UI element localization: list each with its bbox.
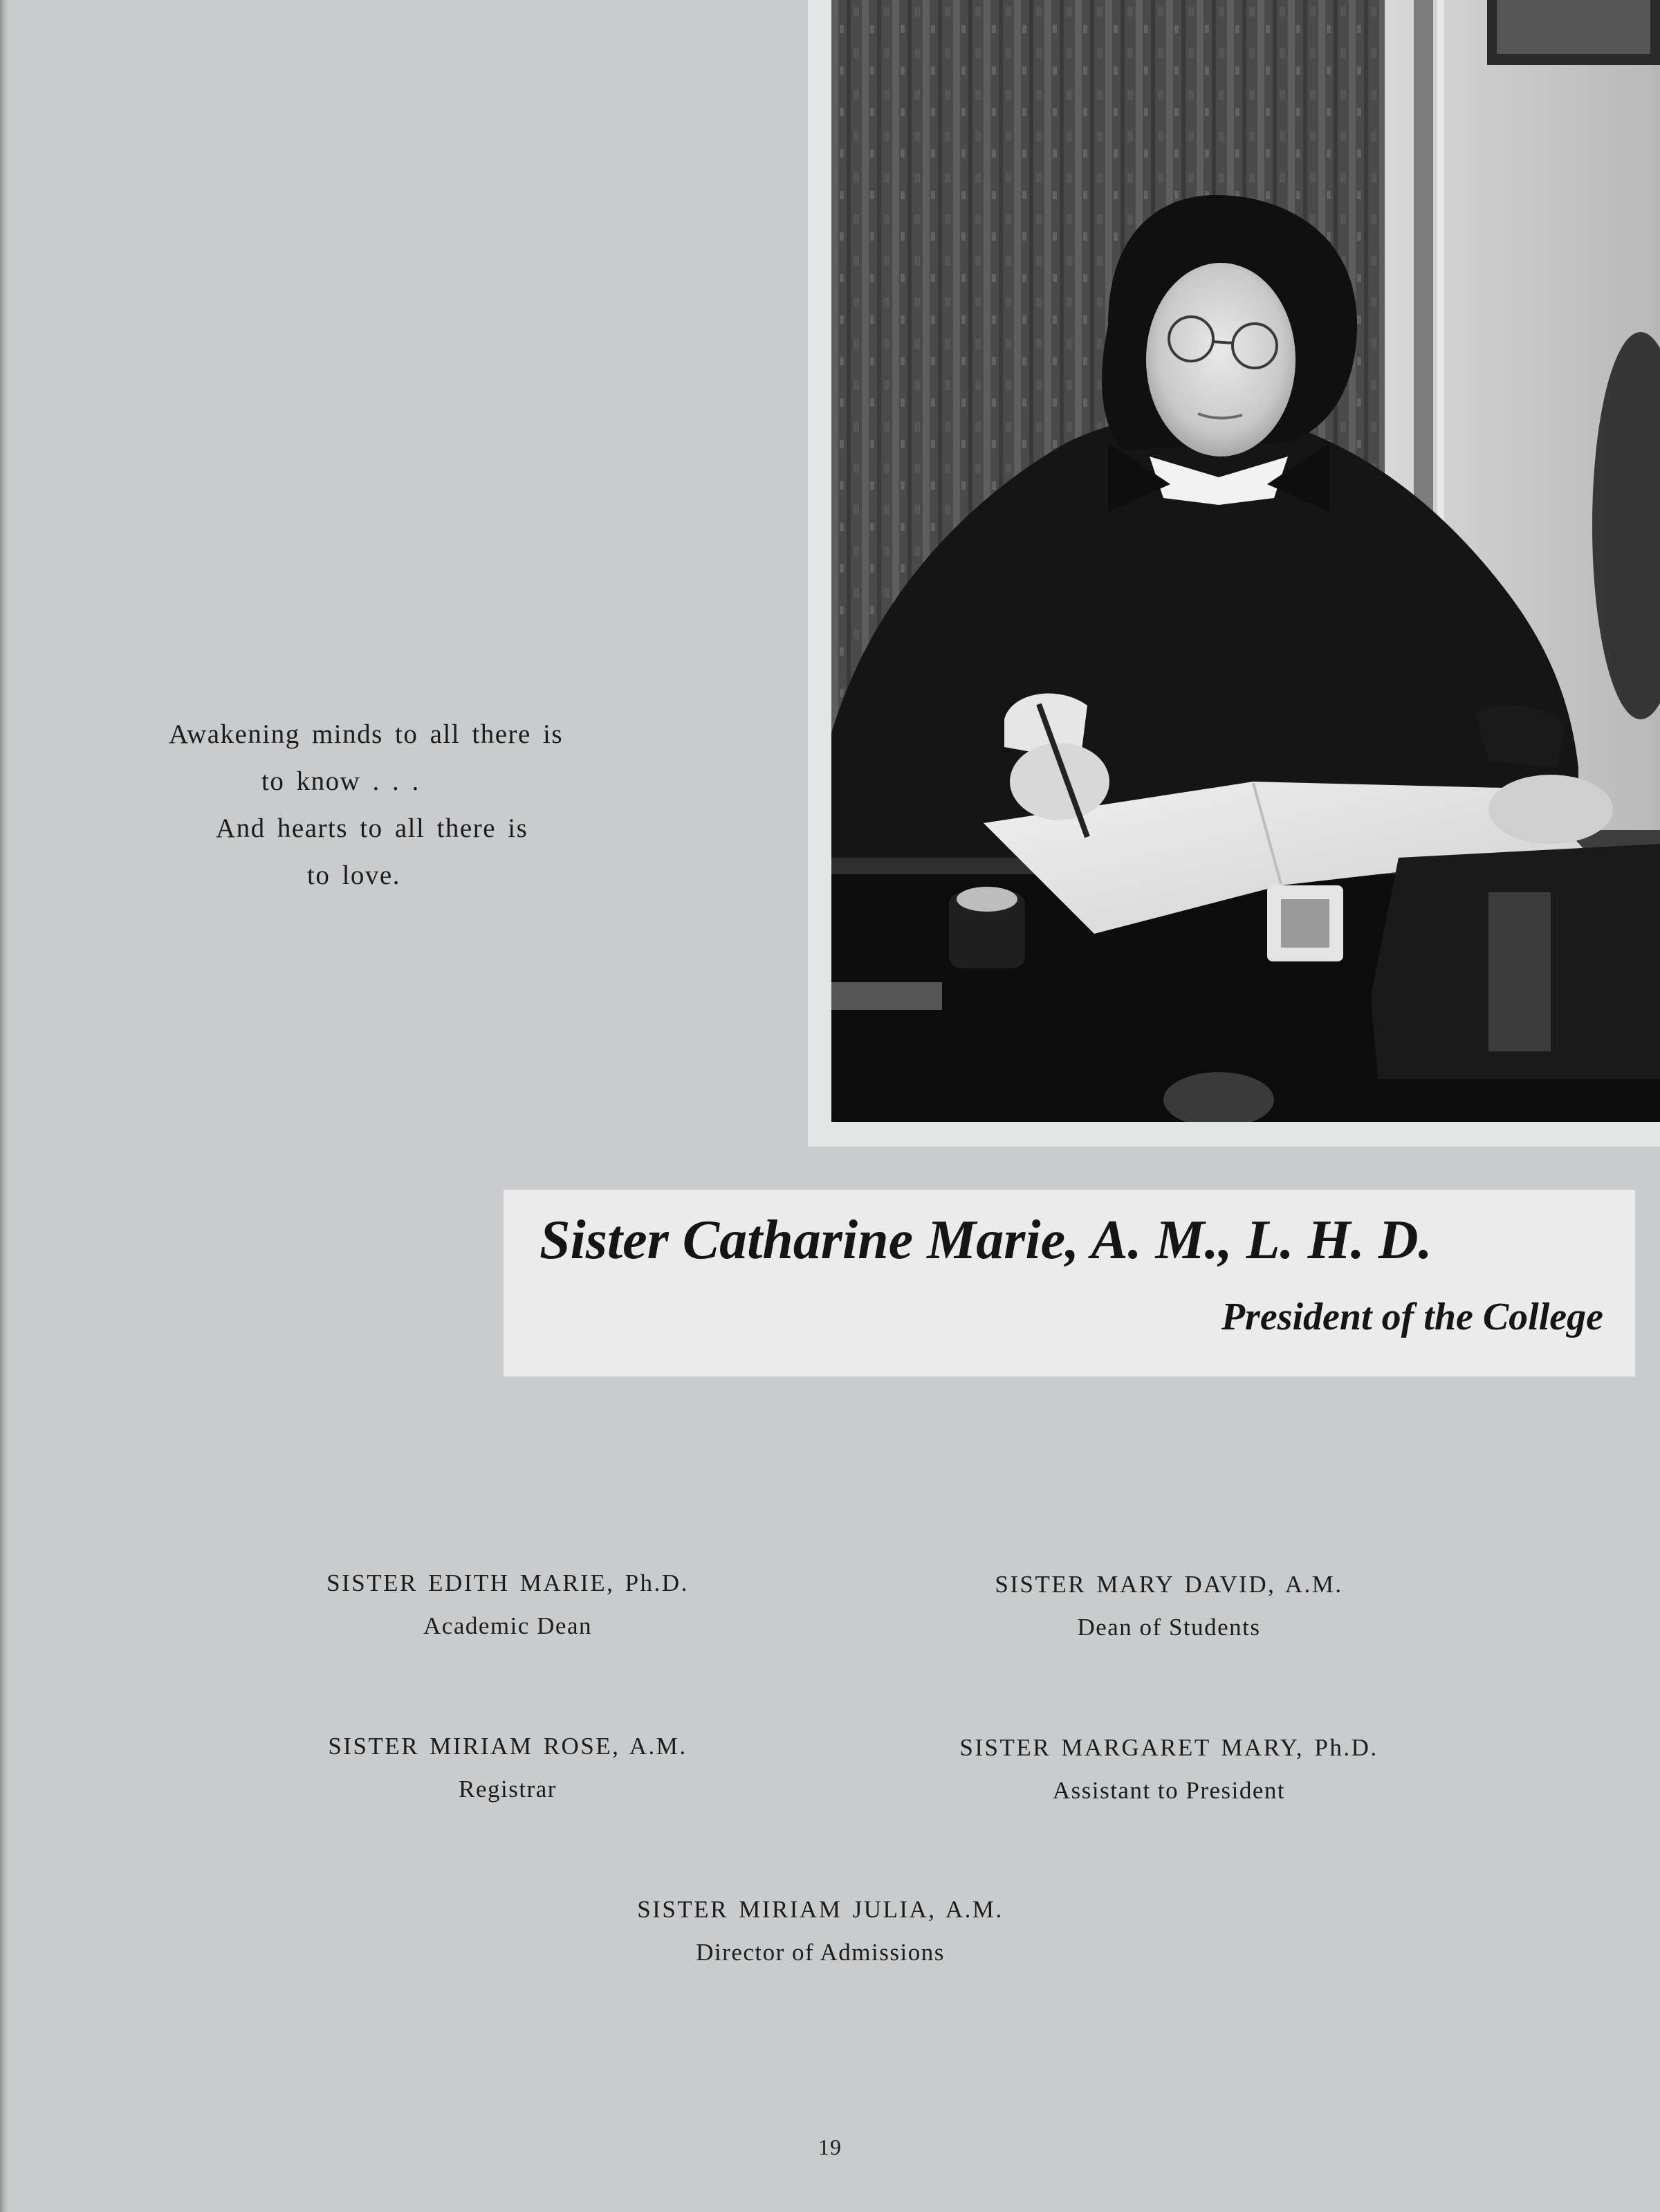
staff-title: Academic Dean: [423, 1612, 592, 1639]
staff-name: SISTER MARY DAVID,: [995, 1571, 1285, 1598]
president-photo: [831, 0, 1660, 1122]
staff-entry: [196, 1729, 819, 1807]
poem-line-4: to love.: [307, 860, 400, 890]
staff-degree: A.M.: [629, 1733, 688, 1760]
president-title: President of the College: [1221, 1296, 1603, 1338]
poem: [169, 711, 653, 899]
staff-name-line: [196, 1566, 819, 1601]
staff-degree: A.M.: [1284, 1571, 1343, 1598]
staff-degree: Ph.D.: [625, 1569, 689, 1596]
staff-name: SISTER MIRIAM ROSE,: [328, 1733, 629, 1760]
staff-name: SISTER MARGARET MARY,: [959, 1734, 1315, 1761]
staff-title: Registrar: [459, 1776, 557, 1803]
staff-entry: [858, 1731, 1480, 1808]
staff-title: Assistant to President: [1052, 1777, 1286, 1804]
staff-title: Director of Admissions: [696, 1939, 945, 1966]
page-binding-edge: [0, 0, 8, 2212]
staff-degree: Ph.D.: [1314, 1734, 1378, 1761]
staff-name: SISTER MIRIAM JULIA,: [637, 1896, 946, 1923]
poem-line-3: And hearts to all there is: [216, 813, 528, 843]
staff-title: Dean of Students: [1077, 1614, 1261, 1641]
president-nameplate: [504, 1190, 1635, 1376]
staff-name-line: [858, 1567, 1480, 1602]
staff-name-line: [509, 1892, 1132, 1927]
poem-line-1: Awakening minds to all there is: [169, 719, 564, 749]
staff-entry: [858, 1567, 1480, 1645]
staff-name: SISTER EDITH MARIE,: [326, 1569, 625, 1596]
staff-degree: A.M.: [945, 1896, 1004, 1923]
staff-name-line: [196, 1729, 819, 1764]
staff-entry: [509, 1892, 1132, 1970]
staff-name-line: [858, 1731, 1480, 1765]
page-number: 19: [818, 2135, 842, 2159]
president-name: Sister Catharine Marie, A. M., L. H. D.: [540, 1210, 1432, 1271]
staff-entry: [196, 1566, 819, 1643]
poem-line-2: to know . . .: [261, 766, 420, 796]
